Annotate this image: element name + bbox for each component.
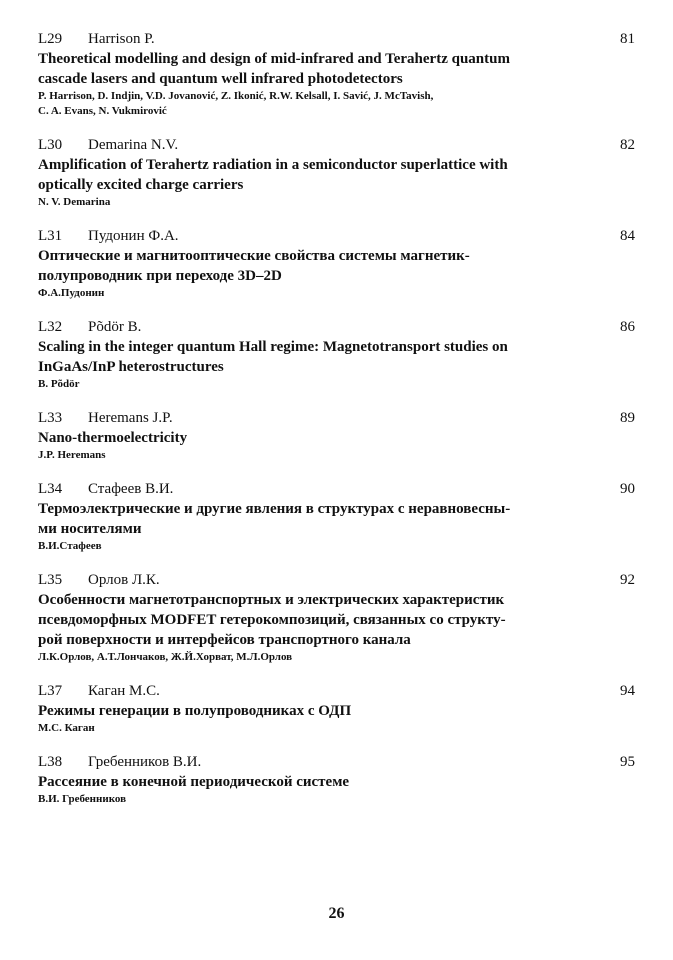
- entry-author: Heremans J.P.: [88, 410, 173, 426]
- entry-code: L29: [38, 31, 63, 47]
- toc-entry: [38, 409, 635, 463]
- entry-page-number: 90: [620, 481, 635, 497]
- entry-author: Põdör B.: [88, 319, 142, 335]
- entry-author: Каган М.С.: [88, 683, 160, 699]
- toc-entry: [38, 753, 635, 807]
- entry-title-line: InGaAs/InP heterostructures: [38, 359, 224, 375]
- entry-title-line: Оптические и магнитооптические свойства системы магнетик-: [38, 248, 470, 264]
- entry-page-number: 84: [620, 228, 635, 244]
- entry-author: Demarina N.V.: [88, 137, 179, 153]
- toc-entry: [38, 682, 635, 736]
- entry-author: Стафеев В.И.: [88, 481, 174, 497]
- entry-coauthors-line: М.С. Каган: [38, 722, 95, 734]
- toc-entry: [38, 480, 635, 554]
- entry-coauthors-line: N. V. Demarina: [38, 196, 111, 208]
- entry-code: L34: [38, 481, 63, 497]
- entry-title-line: cascade lasers and quantum well infrared photodetectors: [38, 71, 403, 87]
- entry-title-line: Amplification of Terahertz radiation in a semiconductor superlattice with: [38, 157, 508, 173]
- entry-coauthors-line: Л.К.Орлов, А.Т.Лончаков, Ж.Й.Хорват, М.Л.Орлов: [38, 651, 293, 663]
- entry-code: L30: [38, 137, 63, 153]
- entry-coauthors-line: Ф.А.Пудонин: [38, 287, 105, 299]
- entry-code: L32: [38, 319, 63, 335]
- entry-header: [38, 318, 635, 337]
- entry-coauthors-line: J.P. Heremans: [38, 449, 106, 461]
- entry-page-number: 82: [620, 137, 635, 153]
- entry-header: [38, 571, 635, 590]
- entry-title-line: Nano-thermoelectricity: [38, 430, 188, 446]
- entry-code: L38: [38, 754, 63, 770]
- entry-author: Гребенников В.И.: [88, 754, 202, 770]
- toc-entry: [38, 136, 635, 210]
- entry-header: [38, 682, 635, 701]
- entry-coauthors-line: В.И. Гребенников: [38, 793, 127, 805]
- toc-entry: [38, 30, 635, 119]
- entry-page-number: 81: [620, 31, 635, 47]
- entry-page-number: 86: [620, 319, 635, 335]
- entry-coauthors-line: В.И.Стафеев: [38, 540, 102, 552]
- entry-header: [38, 136, 635, 155]
- toc-entry: [38, 227, 635, 301]
- entry-author: Орлов Л.К.: [88, 572, 160, 588]
- entry-code: L31: [38, 228, 63, 244]
- entry-coauthors-line: B. Põdör: [38, 378, 80, 390]
- entry-title-line: Scaling in the integer quantum Hall regime: Magnetotransport studies on: [38, 339, 508, 355]
- entry-page-number: 89: [620, 410, 635, 426]
- entry-header: [38, 227, 635, 246]
- entry-header: [38, 30, 635, 49]
- toc-entry: [38, 318, 635, 392]
- entry-header: [38, 480, 635, 499]
- entry-title-line: Термоэлектрические и другие явления в структурах с неравновесны-: [38, 501, 511, 517]
- entry-title-line: optically excited charge carriers: [38, 177, 244, 193]
- entry-title-line: псевдоморфных MODFET гетерокомпозиций, связанных со структу-: [38, 612, 506, 628]
- entry-title-line: рой поверхности и интерфейсов транспортного канала: [38, 632, 411, 648]
- entry-author: Пудонин Ф.А.: [88, 228, 179, 244]
- entry-page-number: 94: [620, 683, 635, 699]
- entry-code: L33: [38, 410, 63, 426]
- entry-title-line: Особенности магнетотранспортных и электрических характеристик: [38, 592, 505, 608]
- entry-coauthors-line: P. Harrison, D. Indjin, V.D. Jovanović, Z. Ikonić, R.W. Kelsall, I. Savić, J. McTavish,: [38, 90, 434, 102]
- entry-page-number: 95: [620, 754, 635, 770]
- entry-code: L37: [38, 683, 63, 699]
- entry-title-line: Theoretical modelling and design of mid-infrared and Terahertz quantum: [38, 51, 510, 67]
- toc-entry: [38, 571, 635, 665]
- entry-title-line: полупроводник при переходе 3D–2D: [38, 268, 282, 284]
- entry-header: [38, 409, 635, 428]
- entry-author: Harrison P.: [88, 31, 155, 47]
- entry-title-line: ми носителями: [38, 521, 142, 537]
- entry-title-line: Режимы генерации в полупроводниках с ОДП: [38, 703, 352, 719]
- page-number: 26: [328, 905, 345, 922]
- entry-page-number: 92: [620, 572, 635, 588]
- entry-header: [38, 753, 635, 772]
- entry-coauthors-line: C. A. Evans, N. Vukmirović: [38, 105, 167, 117]
- entry-code: L35: [38, 572, 63, 588]
- contents-list: [38, 30, 635, 824]
- entry-title-line: Рассеяние в конечной периодической системе: [38, 774, 350, 790]
